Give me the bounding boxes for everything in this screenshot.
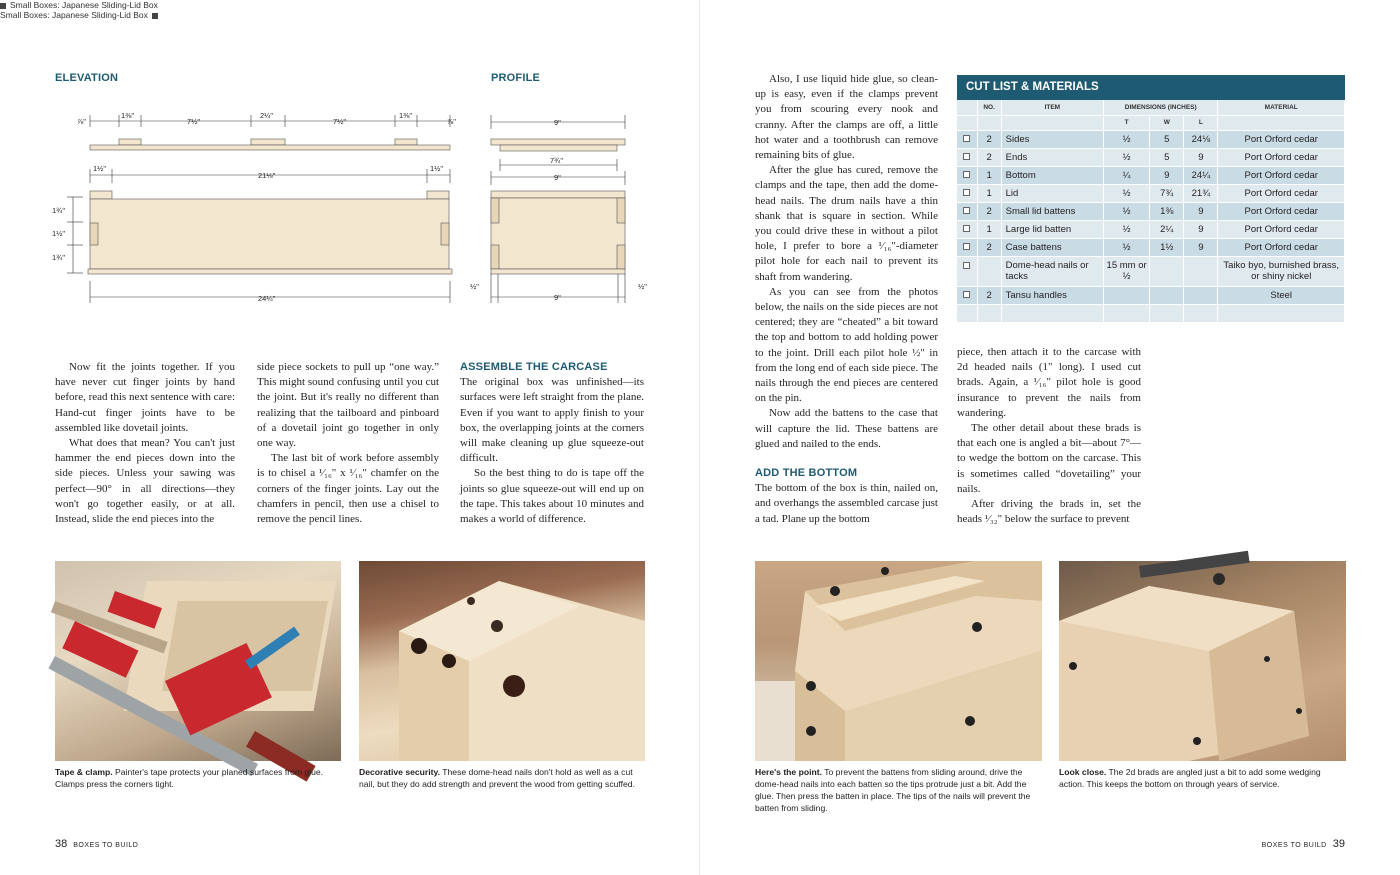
table-row: 1 Bottom ¼ 9 24¼ Port Orford cedar — [957, 166, 1345, 184]
elevation-diagram — [52, 105, 456, 305]
paragraph: The original box was unfinished—its surfaces were left straight from the plane. Even if you want to apply finish to your box, the overlapping joints at the corners will make cleaning up glue squeeze-out difficult. — [460, 376, 644, 465]
col-header-material: MATERIAL — [1218, 100, 1345, 115]
prof-dim-b: 9" — [554, 173, 561, 182]
elev-dim-e: 7½" — [333, 117, 347, 126]
paragraph: Now add the battens to the case that will capture the lid. These battens are glued and nailed to the ends. — [755, 407, 938, 450]
elev-dim-c: 7½" — [187, 117, 201, 126]
elev-dim-a: ⅞" — [77, 117, 86, 126]
paragraph: After the glue has cured, remove the clamps and the tape, then add the dome-head nails. The drum nails have a thin shank that is square in section. While you could drive these in without a pilot hole, I prefer to bore a ¹⁄₁₆"-diameter pilot hole for each nail to prevent its shaft from wandering. — [755, 164, 938, 283]
photo-look-close — [1059, 561, 1346, 761]
checkbox-icon — [963, 135, 970, 142]
caption-tape-clamp: Tape & clamp. Painter's tape protects your planed surfaces from glue. Clamps press the corners tight. — [55, 767, 324, 789]
elev-dim-side-a: 1¾" — [52, 206, 66, 215]
folio-left: 38 BOXES TO BUILD — [55, 838, 139, 850]
table-row: 2 Case battens ½ 1½ 9 Port Orford cedar — [957, 238, 1345, 256]
paragraph: As you can see from the photos below, the nails on the side pieces are not centered; they are “cheated” a bit toward the top and bottom to add holding power to the joint. Drill each pilot hole ½" in from the long end of each side piece. The nails through the end pieces are centered on the pin. — [755, 285, 938, 405]
profile-title: PROFILE — [491, 72, 541, 84]
paragraph: The last bit of work before assembly is to chisel a ¹⁄₁₆" x ¹⁄₁₆" chamfer on the corners of the finger joints. Lay out the chamfers in pencil, then use a chisel to remove the pencil lines. — [257, 452, 439, 526]
table-row: 2 Tansu handles Steel — [957, 286, 1345, 304]
paragraph: Now fit the joints together. If you have never cut finger joints by hand before, read this next sentence with care: Hand-cut finger joints have to be assembled like dovetail joints. — [55, 361, 235, 434]
prof-dim-bl: ½" — [470, 282, 479, 291]
col-header-item: ITEM — [1001, 100, 1103, 115]
paragraph: Also, I use liquid hide glue, so clean-up is easy, even if the clamps prevent you from scouring every nook and cranny. After the clamps are off, a little hot water and a toothbrush can remove remaining bits of glue. — [755, 73, 938, 162]
col-header-dims: DIMENSIONS (INCHES) — [1104, 100, 1218, 115]
photo-decorative-security — [359, 561, 645, 761]
paragraph: side piece sockets to pull up “one way.” This might sound confusing until you cut the joint. But it's really no different than realizing that the tailboard and pinboard of a dovetail joint go together in only one way. — [257, 361, 439, 450]
add-bottom-heading: ADD THE BOTTOM — [755, 467, 858, 480]
left-col-3 — [460, 360, 644, 527]
paragraph: piece, then attach it to the carcase with 2d headed nails (1" long). I used cut brads. Again, a ¹⁄₁₆" pilot hole is good insurance to prevent the nails from wandering. — [957, 346, 1141, 419]
elev-dim-mid-r: 1½" — [430, 164, 444, 173]
elev-dim-mid-l: 1½" — [93, 164, 107, 173]
col-header-t: T — [1104, 115, 1150, 130]
photo-tape-clamp — [55, 561, 341, 761]
checkbox-icon — [963, 225, 970, 232]
paragraph: The bottom of the box is thin, nailed on, and overhangs the assembled carcase just a tad. Plane up the bottom — [755, 482, 938, 525]
paragraph: What does that mean? You can't just hammer the end pieces down into the side pieces. Unless your sawing was perfect—90° in all directions—they won't go together easily, or at all. Instead, slide the end pieces into the — [55, 437, 235, 526]
right-col-1 — [755, 72, 938, 527]
running-head-right: Small Boxes: Japanese Sliding-Lid Box — [0, 10, 1400, 20]
gutter — [699, 0, 700, 875]
col-header-no: NO. — [977, 100, 1001, 115]
table-row: 1 Lid ½ 7¾ 21¾ Port Orford cedar — [957, 184, 1345, 202]
assemble-heading: ASSEMBLE THE CARCASE — [460, 361, 608, 373]
profile-diagram — [470, 105, 660, 305]
cut-list-table — [957, 75, 1345, 323]
checkbox-icon — [963, 262, 970, 269]
right-col-2 — [957, 345, 1141, 527]
folio-right: BOXES TO BUILD 39 — [1261, 838, 1345, 850]
checkbox-icon — [963, 171, 970, 178]
prof-dim-lid: 9" — [554, 118, 561, 127]
table-row: 1 Large lid batten ½ 2¼ 9 Port Orford cedar — [957, 220, 1345, 238]
caption-heres-the-point: Here's the point. To prevent the battens from sliding around, drive the dome-head nails into each batten so the tips protrude just a bit. Add the glue. Then press the batten in place. The tips of the nails will prevent the batten from sliding. — [755, 767, 1031, 813]
running-head-left: Small Boxes: Japanese Sliding-Lid Box — [0, 0, 1400, 10]
paragraph: So the best thing to do is tape off the joints so glue squeeze-out will end up on the tape. This takes about 10 minutes and makes a world of difference. — [460, 467, 644, 526]
photo-heres-the-point — [755, 561, 1042, 761]
prof-dim-a: 7¾" — [550, 156, 564, 165]
elev-dim-mid-c: 21⅛" — [258, 171, 276, 180]
checkbox-icon — [963, 153, 970, 160]
table-row: 2 Small lid battens ½ 1⅜ 9 Port Orford cedar — [957, 202, 1345, 220]
prof-dim-br: ½" — [638, 282, 647, 291]
prof-dim-bc: 9" — [554, 293, 561, 302]
elev-dim-f: 1⅜" — [399, 111, 413, 120]
table-row: Dome-head nails or tacks 15 mm or ½ Taiko byo, burnished brass, or shiny nickel — [957, 256, 1345, 286]
elev-dim-side-b: 1½" — [52, 229, 66, 238]
checkbox-icon — [963, 291, 970, 298]
table-row: 2 Sides ½ 5 24⅛ Port Orford cedar — [957, 130, 1345, 148]
table-row: 2 Ends ½ 5 9 Port Orford cedar — [957, 148, 1345, 166]
paragraph: The other detail about these brads is that each one is angled a bit—about 7°—to wedge the bottom on the carcase. This is sometimes called “dovetailing” your nails. — [957, 422, 1141, 495]
caption-look-close: Look close. The 2d brads are angled just a bit to add some wedging action. This keeps the bottom on through years of service. — [1059, 767, 1321, 789]
col-header-l: L — [1184, 115, 1218, 130]
left-col-1 — [55, 360, 235, 527]
table-row — [957, 304, 1345, 322]
caption-decorative-security: Decorative security. These dome-head nails don't hold as well as a cut nail, but they do add strength and prevent the wood from getting scuffed. — [359, 767, 635, 789]
left-col-2 — [257, 360, 439, 527]
paragraph: After driving the brads in, set the heads ¹⁄₃₂" below the surface to prevent — [957, 498, 1141, 526]
col-header-w: W — [1150, 115, 1184, 130]
cut-list-title: CUT LIST & MATERIALS — [957, 75, 1345, 100]
checkbox-icon — [963, 207, 970, 214]
elevation-title: ELEVATION — [55, 72, 119, 84]
checkbox-icon — [963, 243, 970, 250]
checkbox-icon — [963, 189, 970, 196]
elev-dim-bottom: 24¼" — [258, 294, 276, 303]
elev-dim-g: ⅞" — [447, 117, 456, 126]
elev-dim-b: 1⅜" — [121, 111, 135, 120]
elev-dim-side-c: 1¾" — [52, 253, 66, 262]
elev-dim-d: 2¼" — [260, 111, 274, 120]
